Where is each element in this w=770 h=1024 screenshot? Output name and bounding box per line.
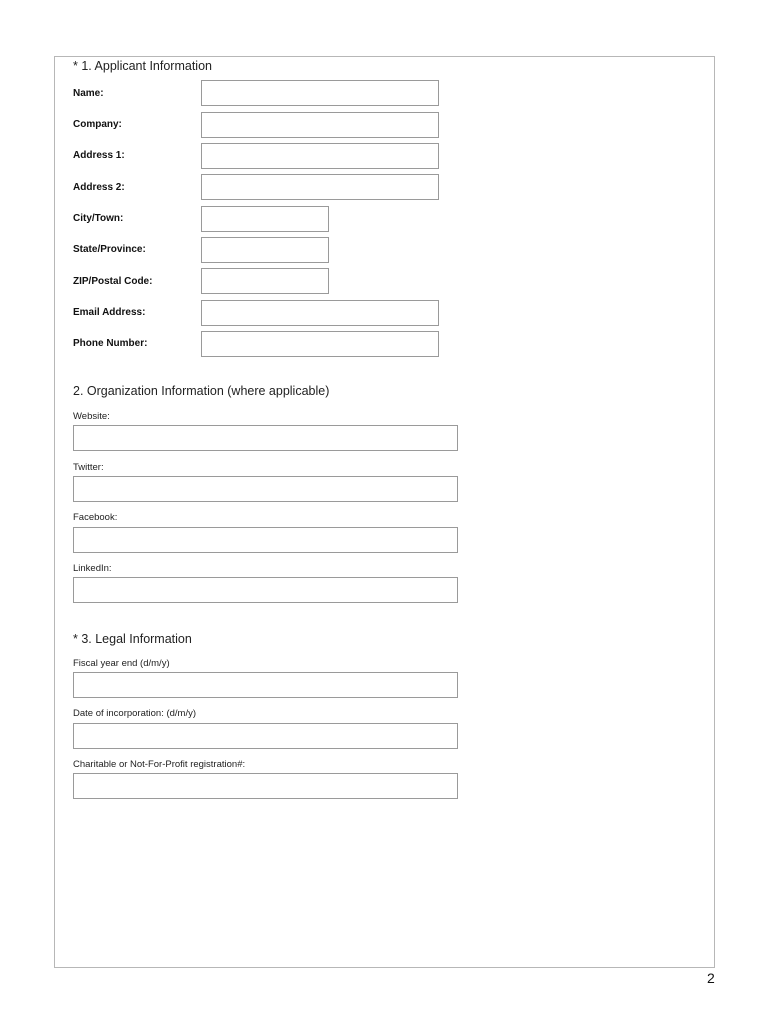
label-twitter: Twitter:: [73, 462, 104, 473]
address-1-field[interactable]: [201, 143, 439, 169]
label-facebook: Facebook:: [73, 512, 118, 523]
zip-postal-code-field[interactable]: [201, 268, 329, 294]
label-address-2: Address 2:: [73, 182, 125, 193]
label-zip-postal-code: ZIP/Postal Code:: [73, 276, 153, 287]
label-address-1: Address 1:: [73, 150, 125, 161]
label-phone-number: Phone Number:: [73, 338, 148, 349]
state-province-field[interactable]: [201, 237, 329, 263]
phone-number-field[interactable]: [201, 331, 439, 357]
section-title-legal: * 3. Legal Information: [73, 632, 192, 646]
company-field[interactable]: [201, 112, 439, 138]
website-field[interactable]: [73, 425, 458, 451]
linkedin-field[interactable]: [73, 577, 458, 603]
section-title-organization: 2. Organization Information (where applicable): [73, 384, 330, 398]
label-linkedin: LinkedIn:: [73, 563, 112, 574]
section-title-applicant: * 1. Applicant Information: [73, 59, 212, 73]
label-state-province: State/Province:: [73, 244, 146, 255]
city-town-field[interactable]: [201, 206, 329, 232]
registration-number-field[interactable]: [73, 773, 458, 799]
fiscal-year-end-field[interactable]: [73, 672, 458, 698]
email-address-field[interactable]: [201, 300, 439, 326]
date-of-incorporation-field[interactable]: [73, 723, 458, 749]
page-number: 2: [707, 970, 715, 986]
label-city-town: City/Town:: [73, 213, 124, 224]
label-email-address: Email Address:: [73, 307, 146, 318]
label-website: Website:: [73, 411, 110, 422]
address-2-field[interactable]: [201, 174, 439, 200]
label-company: Company:: [73, 119, 122, 130]
label-name: Name:: [73, 88, 104, 99]
label-fiscal-year-end: Fiscal year end (d/m/y): [73, 658, 170, 669]
twitter-field[interactable]: [73, 476, 458, 502]
label-registration-number: Charitable or Not-For-Profit registration#:: [73, 759, 246, 770]
name-field[interactable]: [201, 80, 439, 106]
facebook-field[interactable]: [73, 527, 458, 553]
label-date-of-incorporation: Date of incorporation: (d/m/y): [73, 708, 197, 719]
